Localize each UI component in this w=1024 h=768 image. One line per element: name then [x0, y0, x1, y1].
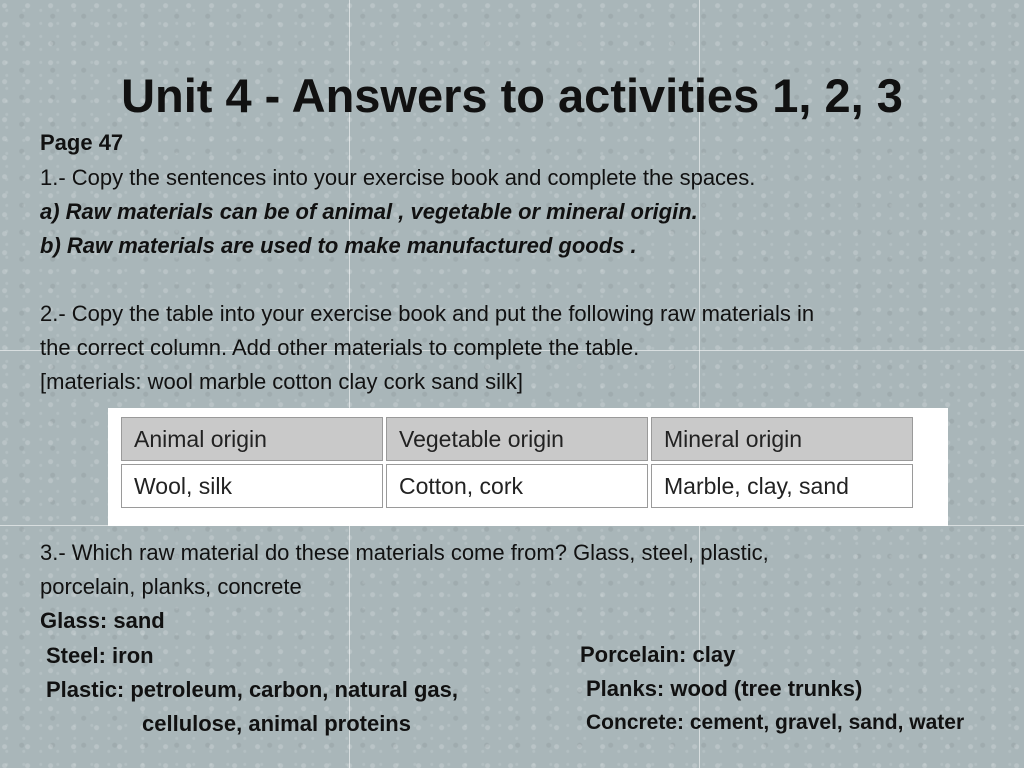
answer-porcelain: Porcelain: clay [580, 642, 736, 667]
origin-table [118, 414, 916, 511]
table-cell-vegetable: Cotton, cork [386, 464, 648, 508]
answer-plastic-line2: cellulose, animal proteins [142, 711, 411, 736]
answer-plastic-line1: Plastic: petroleum, carbon, natural gas, [46, 677, 458, 702]
activity3-prompt-line1: 3.- Which raw material do these materials come from? Glass, steel, plastic, [40, 540, 769, 565]
table-header-animal: Animal origin [121, 417, 383, 461]
answer-planks: Planks: wood (tree trunks) [586, 676, 863, 701]
activity1-prompt: 1.- Copy the sentences into your exercise book and complete the spaces. [40, 165, 756, 190]
table-header-vegetable: Vegetable origin [386, 417, 648, 461]
answer-steel: Steel: iron [46, 643, 154, 668]
answer-glass: Glass: sand [40, 608, 165, 633]
activity2-prompt-line2: the correct column. Add other materials to complete the table. [40, 335, 640, 360]
activity1-answer-b: b) Raw materials are used to make manufactured goods . [40, 233, 637, 258]
answer-concrete: Concrete: cement, gravel, sand, water [586, 711, 965, 734]
table-cell-mineral: Marble, clay, sand [651, 464, 913, 508]
activity2-materials: [materials: wool marble cotton clay cork sand silk] [40, 369, 523, 394]
page-label: Page 47 [40, 130, 124, 155]
table-header-row [121, 417, 913, 461]
table-row [121, 464, 913, 508]
activity2-prompt-line1: 2.- Copy the table into your exercise book and put the following raw materials in [40, 301, 815, 326]
table-cell-animal: Wool, silk [121, 464, 383, 508]
activity1-answer-a: a) Raw materials can be of animal , vegetable or mineral origin. [40, 199, 698, 224]
slide-title: Unit 4 - Answers to activities 1, 2, 3 [121, 69, 903, 122]
table-header-mineral: Mineral origin [651, 417, 913, 461]
activity3-prompt-line2: porcelain, planks, concrete [40, 574, 302, 599]
origin-table-panel [108, 408, 948, 526]
